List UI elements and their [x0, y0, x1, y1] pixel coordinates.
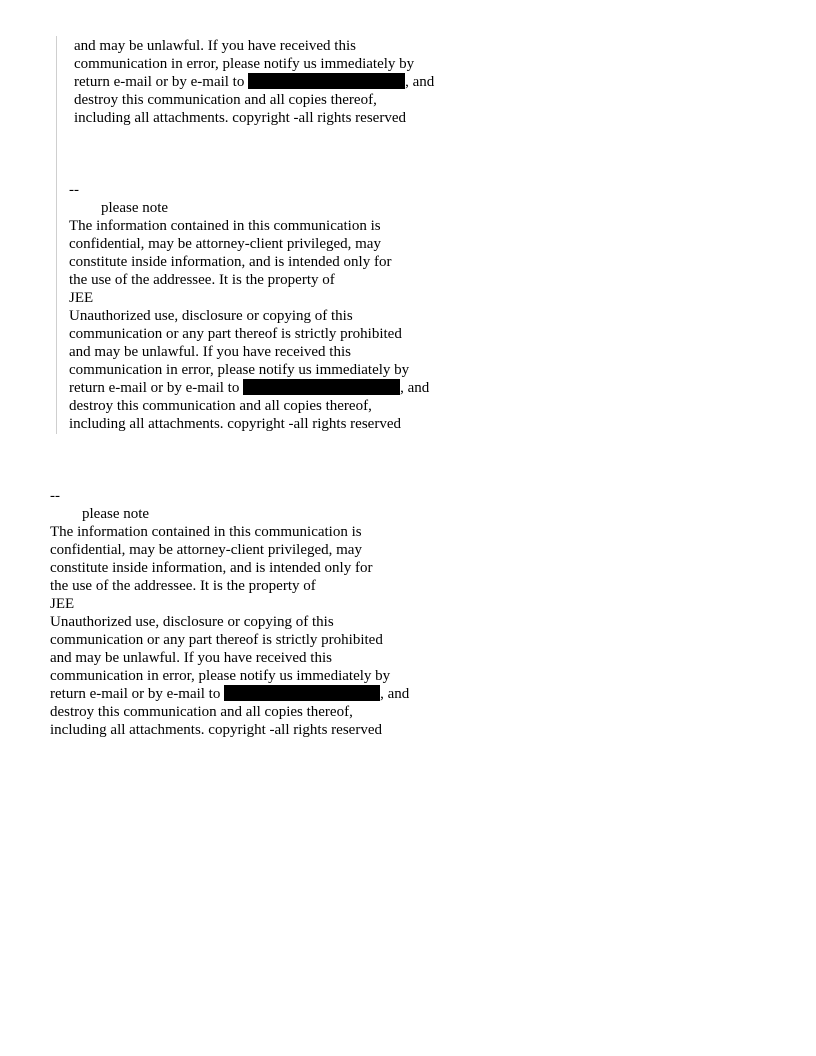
quote-bar	[56, 36, 57, 434]
text-line: including all attachments. copyright -all rights reserved	[74, 110, 406, 126]
text-fragment: return e-mail or by e-mail to	[74, 74, 249, 90]
text-line: communication or any part thereof is strictly prohibited	[50, 632, 383, 648]
text-line: communication in error, please notify us immediately by	[50, 668, 391, 684]
text-line: and may be unlawful. If you have received this	[74, 38, 356, 54]
text-line: JEE	[69, 290, 94, 306]
text-line: confidential, may be attorney-client privileged, may	[69, 236, 381, 252]
note-heading: please note	[101, 200, 169, 216]
text-line: Unauthorized use, disclosure or copying of this	[69, 308, 353, 324]
text-line: constitute inside information, and is intended only for	[69, 254, 392, 270]
text-line: communication in error, please notify us immediately by	[69, 362, 410, 378]
note-heading: please note	[82, 506, 150, 522]
text-line: constitute inside information, and is intended only for	[50, 560, 373, 576]
text-line: Unauthorized use, disclosure or copying of this	[50, 614, 334, 630]
text-fragment: , and	[400, 380, 430, 396]
text-line: communication or any part thereof is strictly prohibited	[69, 326, 402, 342]
redacted-email	[248, 73, 405, 89]
text-fragment: return e-mail or by e-mail to	[69, 380, 244, 396]
text-line: and may be unlawful. If you have received this	[50, 650, 332, 666]
text-line	[50, 685, 409, 703]
text-line: destroy this communication and all copies thereof,	[74, 92, 377, 108]
signature-separator: --	[50, 488, 60, 504]
text-line: and may be unlawful. If you have received this	[69, 344, 351, 360]
text-line: destroy this communication and all copies thereof,	[50, 704, 353, 720]
quoted-disclaimer	[69, 181, 429, 433]
quoted-disclaimer-tail	[74, 37, 434, 127]
text-line: the use of the addressee. It is the property of	[50, 578, 316, 594]
text-line: The information contained in this communication is	[69, 218, 381, 234]
redacted-email	[224, 685, 380, 701]
text-line: the use of the addressee. It is the property of	[69, 272, 335, 288]
signature-separator: --	[69, 182, 79, 198]
text-line: confidential, may be attorney-client privileged, may	[50, 542, 362, 558]
text-fragment: return e-mail or by e-mail to	[50, 686, 225, 702]
redacted-email	[243, 379, 400, 395]
text-line: JEE	[50, 596, 75, 612]
text-line: The information contained in this communication is	[50, 524, 362, 540]
text-line: including all attachments. copyright -all rights reserved	[69, 416, 401, 432]
text-line: communication in error, please notify us immediately by	[74, 56, 415, 72]
text-fragment: , and	[405, 74, 435, 90]
text-line: destroy this communication and all copies thereof,	[69, 398, 372, 414]
text-line: including all attachments. copyright -all rights reserved	[50, 722, 382, 738]
signature-disclaimer	[50, 487, 409, 739]
text-line	[69, 379, 429, 397]
text-line	[74, 73, 434, 91]
text-fragment: , and	[380, 686, 410, 702]
